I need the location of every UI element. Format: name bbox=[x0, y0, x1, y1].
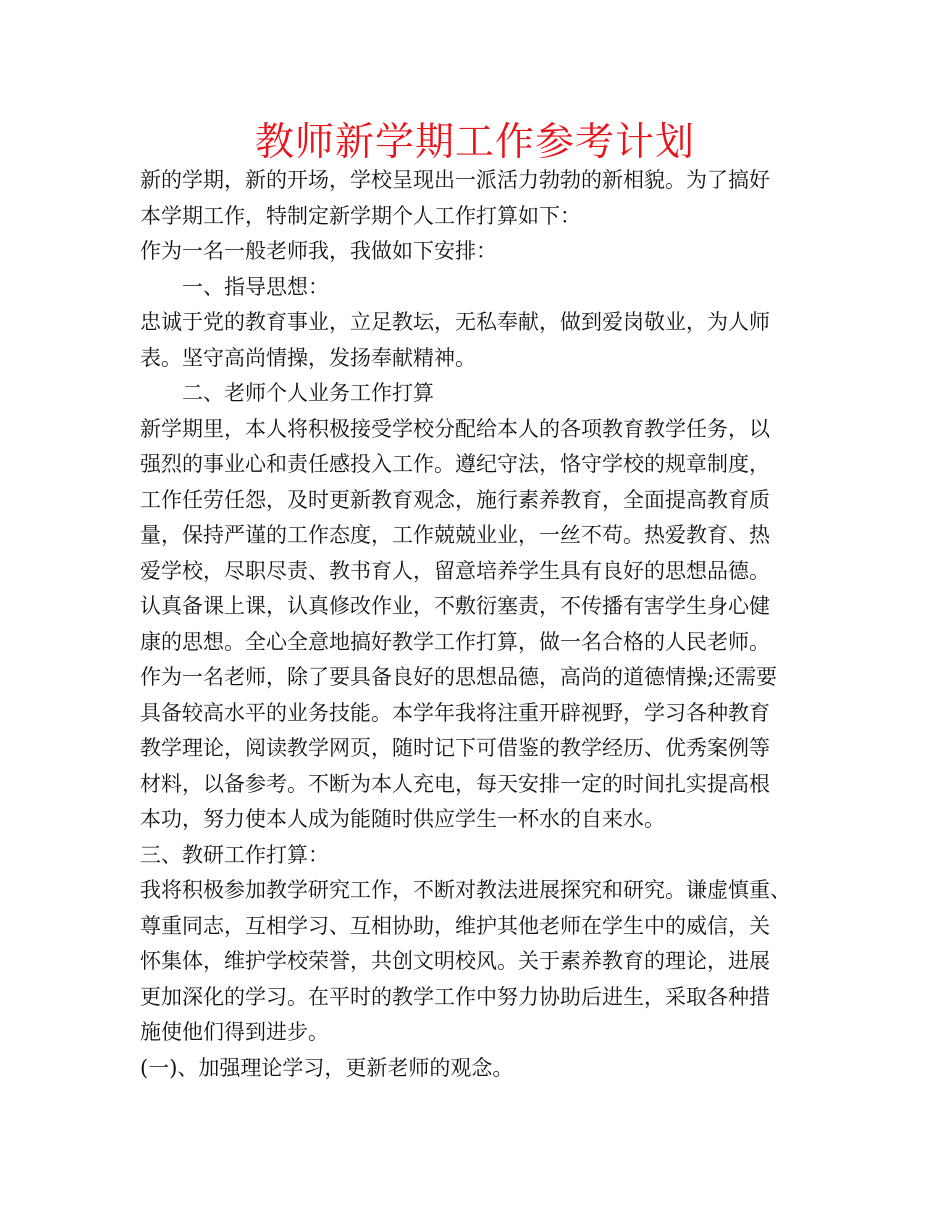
paragraph-line: 新学期里，本人将积极接受学校分配给本人的各项教育教学任务，以 bbox=[140, 416, 770, 441]
section-heading: 一、指导思想： bbox=[182, 274, 329, 299]
paragraph-line: 我将积极参加教学研究工作，不断对教法进展探究和研究。谦虚慎重、 bbox=[140, 878, 791, 902]
paragraph-line: 怀集体，维护学校荣誉，共创文明校风。关于素养教育的理论，进展 bbox=[140, 949, 770, 973]
paragraph-line: 本功，努力使本人成为能随时供应学生一杯水的自来水。 bbox=[140, 807, 665, 831]
paragraph-line: 强烈的事业心和责任感投入工作。遵纪守法，恪守学校的规章制度， bbox=[140, 452, 770, 476]
paragraph-line: 工作任劳任怨，及时更新教育观念，施行素养教育，全面提高教育质 bbox=[140, 487, 770, 512]
paragraph-line: 忠诚于党的教育事业，立足教坛，无私奉献，做到爱岗敬业，为人师 bbox=[140, 310, 770, 334]
paragraph-line: 作为一名一般老师我，我做如下安排： bbox=[140, 239, 497, 263]
paragraph-line: 新的学期，新的开场，学校呈现出一派活力勃勃的新相貌。为了搞好 bbox=[140, 168, 770, 192]
paragraph-line: 施使他们得到进步。 bbox=[140, 1020, 329, 1044]
paragraph-line: 尊重同志，互相学习、互相协助，维护其他老师在学生中的威信，关 bbox=[140, 913, 770, 938]
document-title: 教师新学期工作参考计划 bbox=[254, 120, 695, 165]
paragraph-line: 作为一名老师，除了要具备良好的思想品德，高尚的道德情操;还需要 bbox=[140, 665, 778, 689]
paragraph-line: 表。坚守高尚情操，发扬奉献精神。 bbox=[140, 345, 476, 370]
subsection-heading: (一)、加强理论学习，更新老师的观念。 bbox=[140, 1055, 514, 1080]
paragraph-line: 认真备课上课，认真修改作业，不敷衍塞责，不传播有害学生身心健 bbox=[140, 594, 770, 618]
paragraph-line: 爱学校，尽职尽责、教书育人，留意培养学生具有良好的思想品德。 bbox=[140, 558, 770, 583]
paragraph-line: 本学期工作，特制定新学期个人工作打算如下： bbox=[140, 203, 581, 228]
section-heading: 三、教研工作打算： bbox=[140, 842, 329, 867]
paragraph-line: 具备较高水平的业务技能。本学年我将注重开辟视野，学习各种教育 bbox=[140, 700, 770, 725]
paragraph-line: 教学理论，阅读教学网页，随时记下可借鉴的教学经历、优秀案例等 bbox=[140, 736, 770, 760]
document-body bbox=[140, 163, 830, 1086]
paragraph-line: 材料，以备参考。不断为本人充电，每天安排一定的时间扎实提高根 bbox=[140, 771, 770, 796]
section-heading: 二、老师个人业务工作打算 bbox=[182, 381, 434, 405]
paragraph-line: 更加深化的学习。在平时的教学工作中努力协助后进生，采取各种措 bbox=[140, 984, 770, 1009]
paragraph-line: 康的思想。全心全意地搞好教学工作打算，做一名合格的人民老师。 bbox=[140, 629, 770, 654]
paragraph-line: 量，保持严谨的工作态度，工作兢兢业业，一丝不苟。热爱教育、热 bbox=[140, 523, 770, 547]
